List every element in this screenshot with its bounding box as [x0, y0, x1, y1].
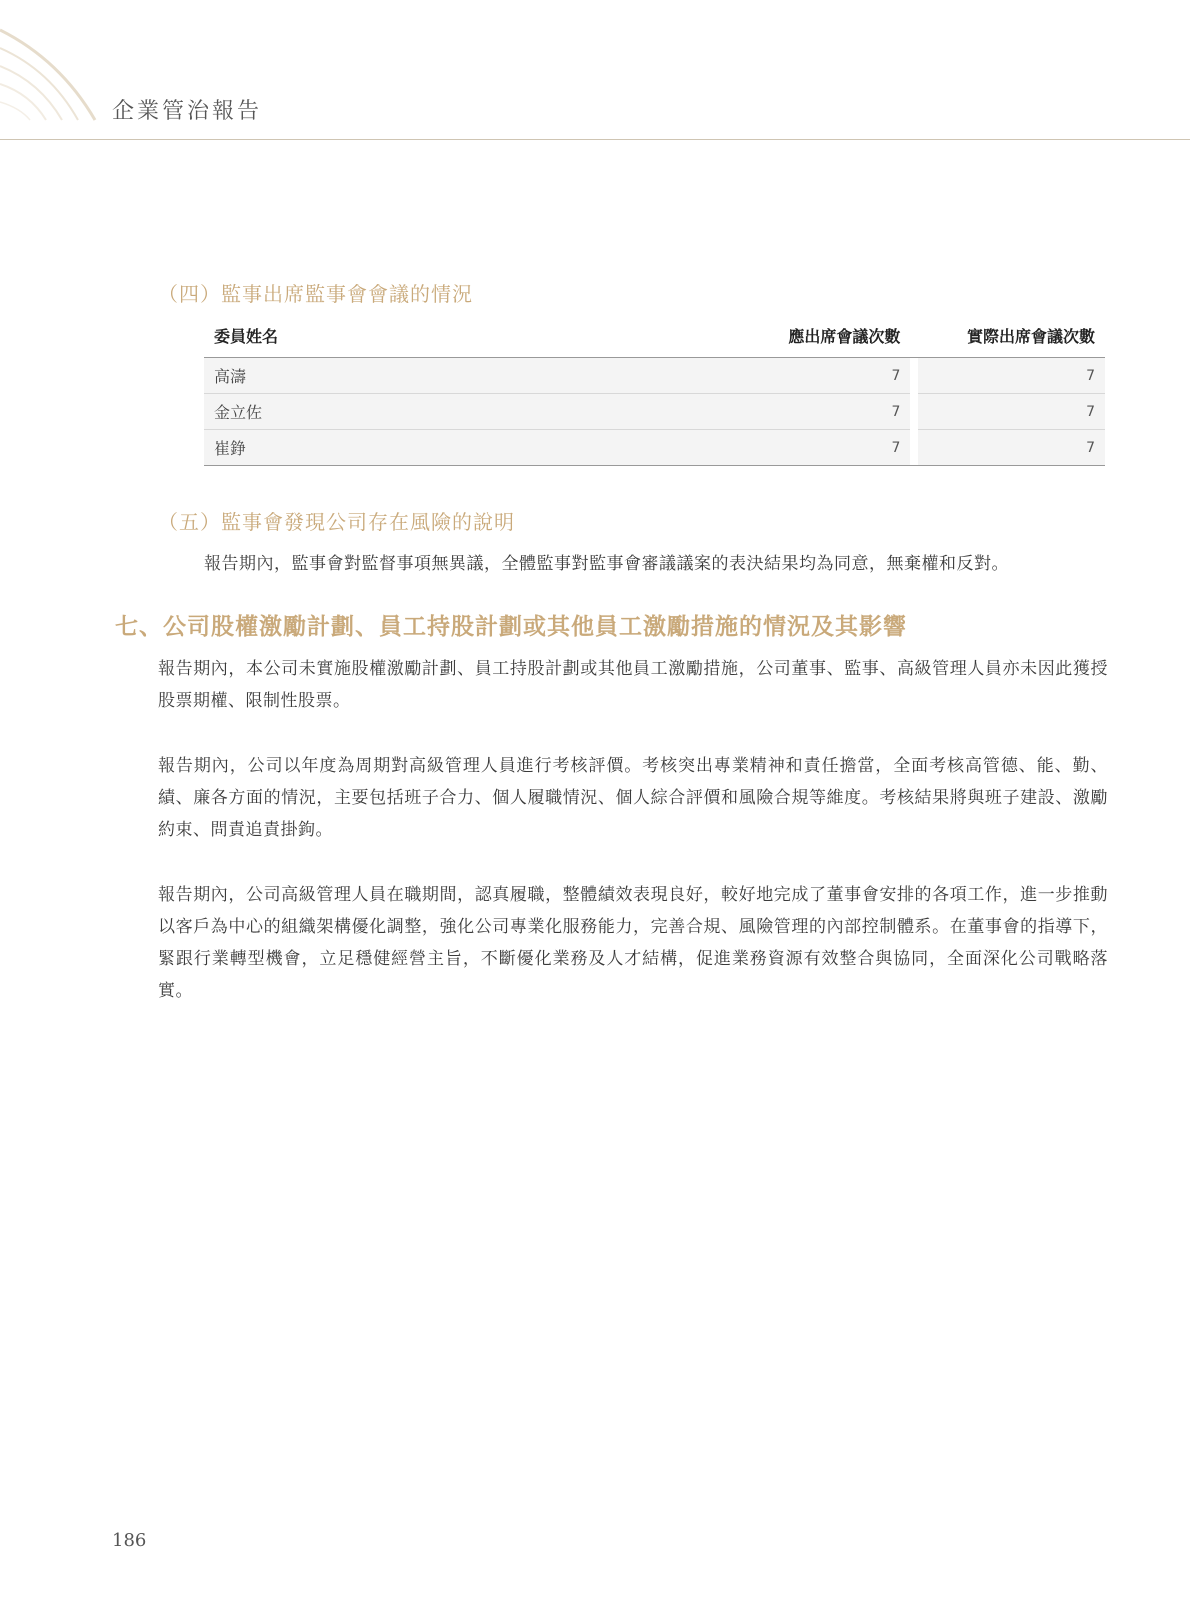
- column-header-name: 委員姓名: [204, 316, 744, 358]
- table-header-row: [204, 316, 1105, 358]
- column-gap: [910, 358, 918, 394]
- header-arc-decoration: [0, 0, 120, 140]
- table-row: [204, 430, 1105, 466]
- section-four-heading: （四）監事出席監事會會議的情況: [158, 282, 473, 306]
- header-title: 企業管治報告: [112, 99, 263, 124]
- table-row: [204, 394, 1105, 430]
- page-number: 186: [112, 1530, 147, 1551]
- member-name: 高濤: [204, 358, 744, 394]
- table-row: [204, 358, 1105, 394]
- column-header-required: 應出席會議次數: [744, 316, 910, 358]
- supervisor-attendance-table: [204, 316, 1105, 466]
- attended-count: 7: [918, 394, 1105, 430]
- column-header-attended: 實際出席會議次數: [918, 316, 1105, 358]
- column-gap: [910, 430, 918, 466]
- section-seven-heading: 七、公司股權激勵計劃、員工持股計劃或其他員工激勵措施的情況及其影響: [115, 614, 907, 640]
- attended-count: 7: [918, 358, 1105, 394]
- section-five-heading: （五）監事會發現公司存在風險的說明: [158, 510, 515, 534]
- section-seven-paragraph-2: 報告期內，公司以年度為周期對高級管理人員進行考核評價。考核突出專業精神和責任擔當，全面考核高管德、能、勤、績、廉各方面的情況，主要包括班子合力、個人履職情況、個人綜合評價和風險合規等維度。考核結果將與班子建設、激勵約束、問責追責掛鉤。: [158, 756, 1108, 840]
- column-gap: [910, 316, 918, 358]
- required-count: 7: [744, 358, 910, 394]
- member-name: 金立佐: [204, 394, 744, 430]
- attended-count: 7: [918, 430, 1105, 466]
- member-name: 崔錚: [204, 430, 744, 466]
- section-seven-paragraph-1: 報告期內，本公司未實施股權激勵計劃、員工持股計劃或其他員工激勵措施，公司董事、監事、高級管理人員亦未因此獲授股票期權、限制性股票。: [158, 659, 1108, 711]
- column-gap: [910, 394, 918, 430]
- section-seven-paragraph-3: 報告期內，公司高級管理人員在職期間，認真履職，整體績效表現良好，較好地完成了董事會安排的各項工作，進一步推動以客戶為中心的組織架構優化調整，強化公司專業化服務能力，完善合規、風險管理的內部控制體系。在董事會的指導下，緊跟行業轉型機會，立足穩健經營主旨，不斷優化業務及人才結構，促進業務資源有效整合與協同，全面深化公司戰略落實。: [158, 885, 1108, 1001]
- header-divider: [0, 139, 1190, 140]
- section-five-body: 報告期內，監事會對監督事項無異議，全體監事對監事會審議議案的表決結果均為同意，無棄權和反對。: [204, 554, 1009, 574]
- required-count: 7: [744, 394, 910, 430]
- required-count: 7: [744, 430, 910, 466]
